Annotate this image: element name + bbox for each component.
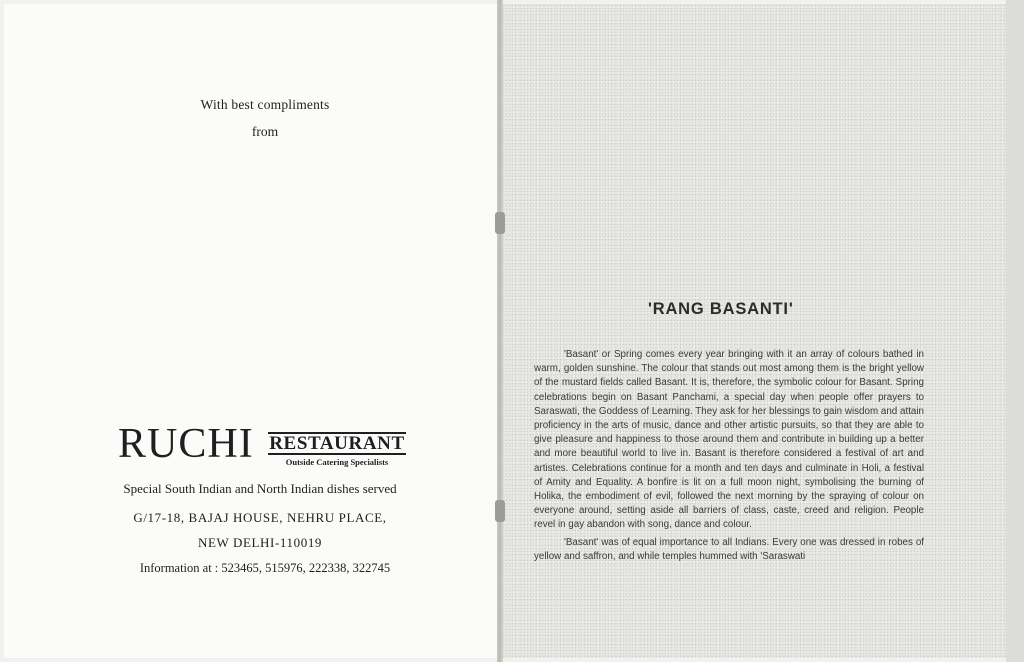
information-line: Information at : 523465, 515976, 222338, 322745 xyxy=(139,561,391,575)
article-title: 'RANG BASANTI' xyxy=(648,300,794,318)
restaurant-logo-block xyxy=(268,432,406,467)
compliments-line: With best compliments xyxy=(200,97,330,112)
dishes-line: Special South Indian and North Indian dishes served xyxy=(123,481,397,496)
from-line: from xyxy=(251,124,279,139)
article-body xyxy=(534,348,924,567)
article-paragraph: 'Basant' was of equal importance to all Indians. Every one was dressed in robes of yellow and saffron, and while temples hummed with 'Saraswati xyxy=(534,536,924,562)
catering-tagline: Outside Catering Specialists xyxy=(285,457,389,467)
address-line: G/17-18, BAJAJ HOUSE, NEHRU PLACE, xyxy=(133,510,387,525)
restaurant-word: RESTAURANT xyxy=(269,433,405,454)
binding-mark xyxy=(495,212,505,234)
ruchi-logo-name: RUCHI xyxy=(118,421,254,467)
right-page-edge xyxy=(1006,0,1024,662)
article-paragraph: 'Basant' or Spring comes every year bringing with it an array of colours bathed in warm, golden sunshine. The colour that stands out most among them is the bright yellow of the mustard fields called Basant. It is, therefore, the symbolic colour for Basant. Spring celebrations begin on Basant Panchami, a special day when people offer prayers to Saraswati, the Goddess of Learning. They ask for her blessings to gain wisdom and attain proficiency in the arts of music, dance and other artistic pursuits, so that they are able to give pleasure and happiness to those around them and contribute in building up a better and more beautiful world to live in. Basant is therefore considered a festival of art and artistes. Celebrations continue for a month and ten days and culminate in Holi, a festival of Amity and Equality. A bonfire is lit on a full moon night, symbolising the burning of Holika, the embodiment of evil, followed the next morning by the spraying of colour on everyone around, setting aside all barriers of class, caste, creed and religion. People revel in gay abandon with song, dance and colour. xyxy=(534,349,924,531)
city-line: NEW DELHI-110019 xyxy=(197,535,323,550)
